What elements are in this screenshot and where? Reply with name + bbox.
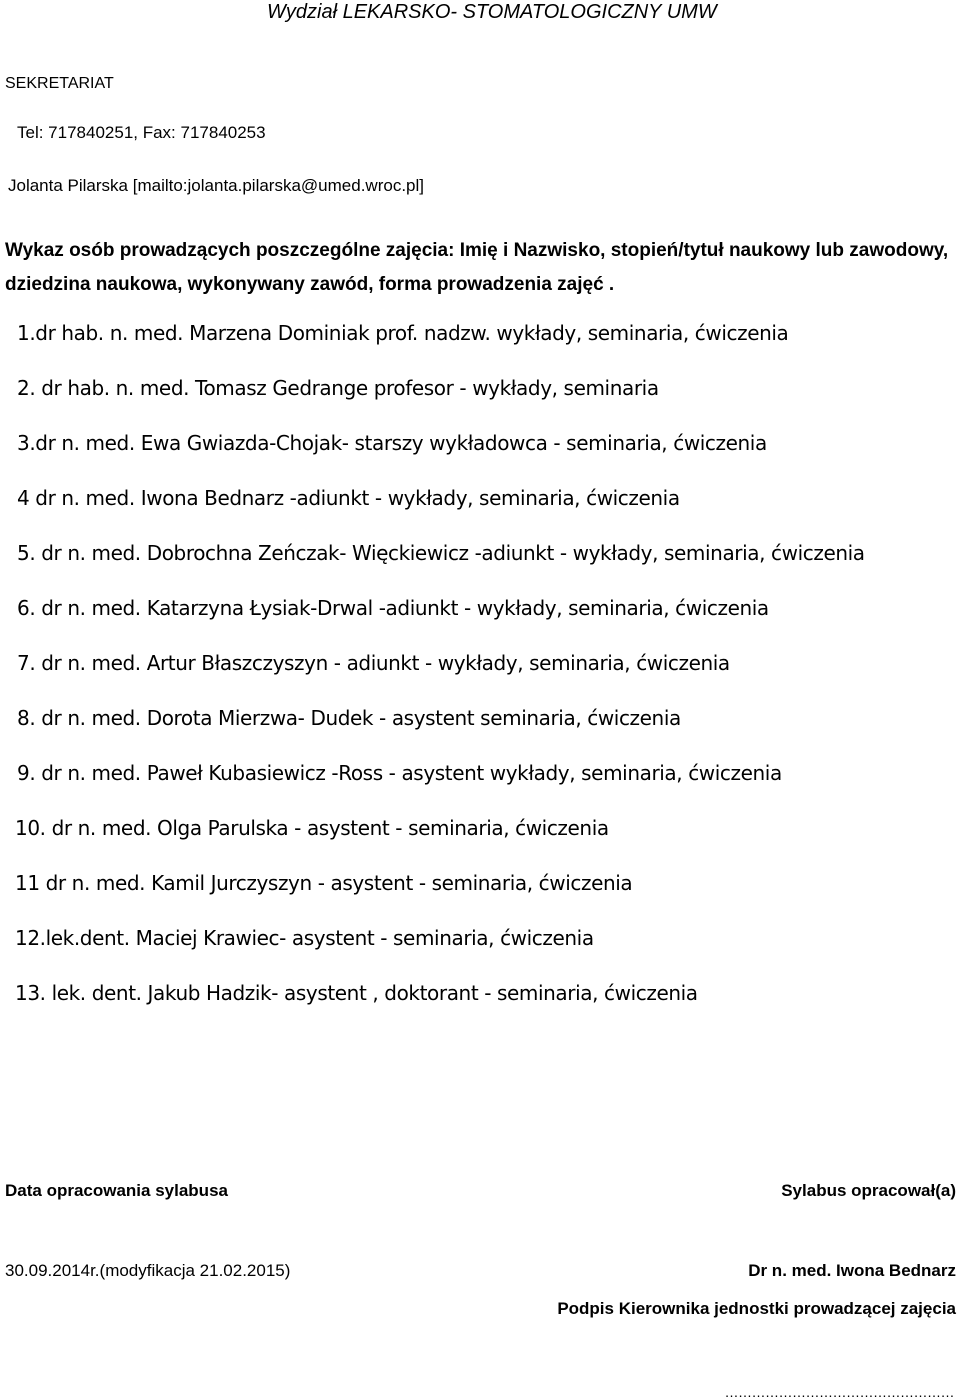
staff-list-intro: Wykaz osób prowadzących poszczególne zajęcia: Imię i Nazwisko, stopień/tytuł naukowy lub zawodowy, dziedzina naukowa, wykonywany zawód, forma prowadzenia zajęć .	[5, 240, 949, 295]
secretariat-label: SEKRETARIAT	[5, 75, 114, 92]
staff-item-10: 10. dr n. med. Olga Parulska - asystent - seminaria, ćwiczenia	[15, 816, 609, 840]
staff-item-1: 1.dr hab. n. med. Marzena Dominiak prof. nadzw. wykłady, seminaria, ćwiczenia	[17, 321, 789, 345]
staff-item-6: 6. dr n. med. Katarzyna Łysiak-Drwal -adiunkt - wykłady, seminaria, ćwiczenia	[17, 596, 769, 620]
staff-item-8: 8. dr n. med. Dorota Mierzwa- Dudek - asystent seminaria, ćwiczenia	[17, 706, 681, 730]
syllabus-date-label: Data opracowania sylabusa	[5, 1181, 228, 1200]
faculty-header: Wydział LEKARSKO- STOMATOLOGICZNY UMW	[267, 1, 717, 23]
signature-line: ……………………………………………	[724, 1384, 954, 1400]
staff-item-4: 4 dr n. med. Iwona Bednarz -adiunkt - wykłady, seminaria, ćwiczenia	[17, 486, 680, 510]
staff-item-9: 9. dr n. med. Paweł Kubasiewicz -Ross - asystent wykłady, seminaria, ćwiczenia	[17, 761, 782, 785]
signature-label: Podpis Kierownika jednostki prowadzącej zajęcia	[557, 1299, 956, 1318]
phone-fax-line: Tel: 717840251, Fax: 717840253	[17, 123, 266, 142]
staff-item-5: 5. dr n. med. Dobrochna Zeńczak- Więckiewicz -adiunkt - wykłady, seminaria, ćwiczenia	[17, 541, 865, 565]
staff-item-3: 3.dr n. med. Ewa Gwiazda-Chojak- starszy wykładowca - seminaria, ćwiczenia	[17, 431, 767, 455]
staff-item-11: 11 dr n. med. Kamil Jurczyszyn - asystent - seminaria, ćwiczenia	[15, 871, 633, 895]
syllabus-date-value: 30.09.2014r.(modyfikacja 21.02.2015)	[5, 1261, 291, 1280]
contact-email-line[interactable]: Jolanta Pilarska [mailto:jolanta.pilarska@umed.wroc.pl]	[8, 176, 424, 195]
staff-item-7: 7. dr n. med. Artur Błaszczyszyn - adiunkt - wykłady, seminaria, ćwiczenia	[17, 651, 730, 675]
staff-item-13: 13. lek. dent. Jakub Hadzik- asystent , doktorant - seminaria, ćwiczenia	[15, 981, 698, 1005]
syllabus-author-name: Dr n. med. Iwona Bednarz	[748, 1261, 956, 1280]
syllabus-author-label: Sylabus opracował(a)	[781, 1181, 956, 1200]
staff-item-12: 12.lek.dent. Maciej Krawiec- asystent - seminaria, ćwiczenia	[15, 926, 594, 950]
staff-item-2: 2. dr hab. n. med. Tomasz Gedrange profesor - wykłady, seminaria	[17, 376, 659, 400]
